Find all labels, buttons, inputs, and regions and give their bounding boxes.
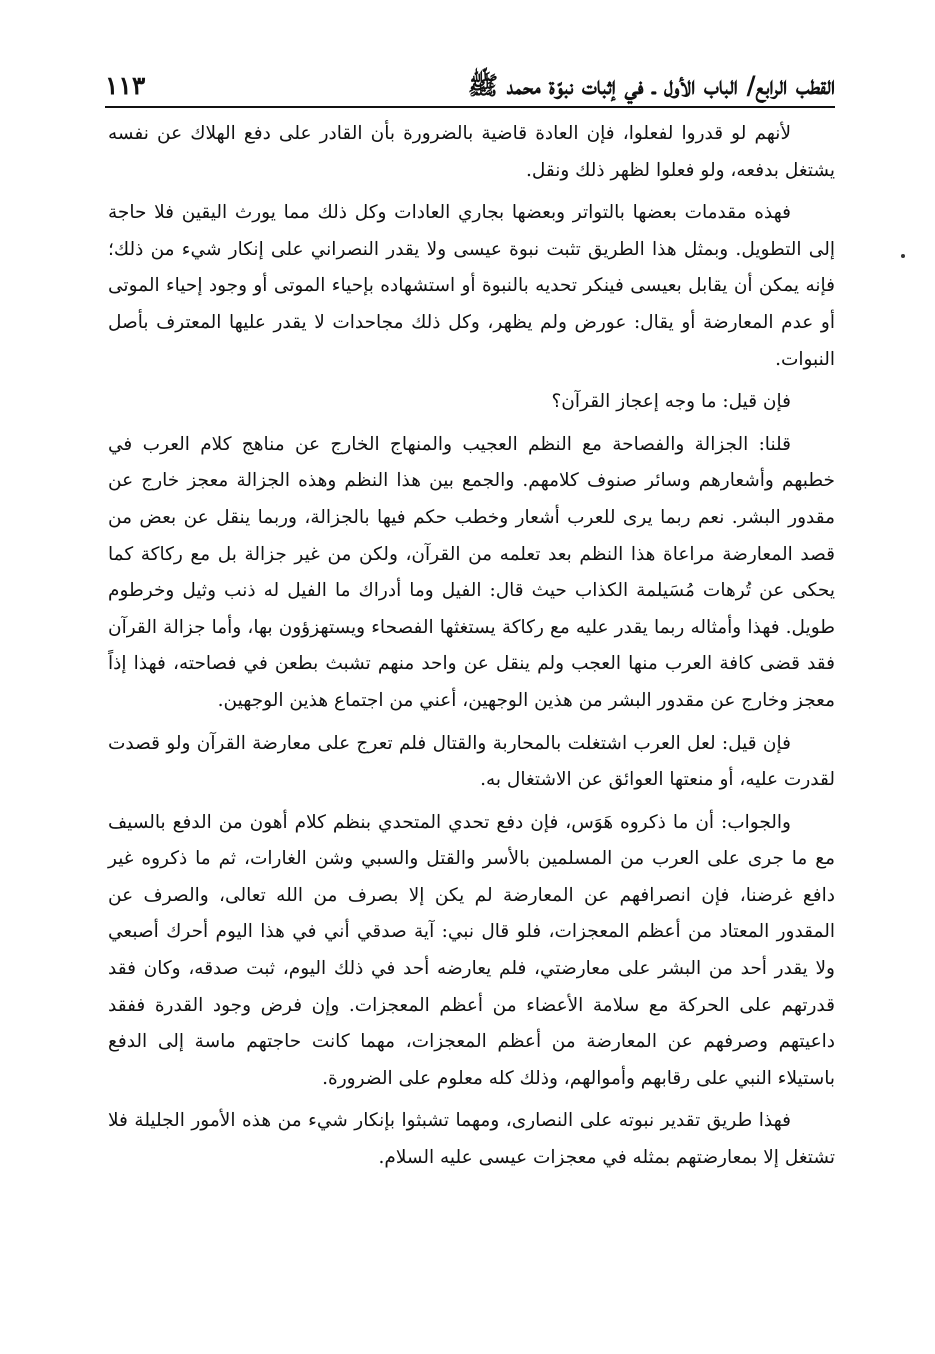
paragraph-3: فإن قيل: ما وجه إعجاز القرآن؟ (551, 391, 791, 413)
paragraph-2: فهذه مقدمات بعضها بالتواتر وبعضها بجاري العادات وكل ذلك مما يورث اليقين فلا حاجة إلى التطويل. وبمثل هذا الطريق تثبت نبوة عيسى ولا يقدر النصراني على إنكار شيء من ذلك؛ فإنه يمكن أن يقابل بعيسى فينكر تحديه بالنبوة أو استشهاده بإحياء الموتى أو وجود إحياء الموتى أو عدم المعارضة أو يقال: عورض ولم يظهر، وكل ذلك مجاحدات لا يقدر عليها المعترف بأصل النبوات. (108, 202, 835, 370)
paragraph-1: لأنهم لو قدروا لفعلوا، فإن العادة قاضية بالضرورة بأن القادر على دفع الهلاك عن نفسه يشتغل بدفعه، ولو فعلوا لظهر ذلك ونقل. (108, 123, 835, 181)
paragraph-6: والجواب: أن ما ذكروه هَوَس، فإن دفع تحدي المتحدي بنظم كلام أهون من الدفع بالسيف مع ما جرى على العرب من المسلمين بالأسر والقتل والسبي وشن الغارات، ثم ما ذكروه غير دافع غرضنا، فإن انصرافهم عن المعارضة لم يكن إلا بصرف من الله تعالى، والصرف عن المقدور المعتاد من أعظم المعجزات، فلو قال نبي: آية صدقي أني في هذا اليوم أحرك أصبعي ولا يقدر أحد من البشر على معارضتي، فلم يعارضه أحد في ذلك اليوم، ثبت صدقه، وكان فقد قدرتهم على الحركة مع سلامة الأعضاء من أعظم المعجزات. وإن فرض وجود القدرة ففقد داعيتهم وصرفهم عن المعارضة من أعظم المعجزات، مهما كانت حاجتهم ماسة إلى الدفع باستيلاء النبي على رقابهم وأموالهم، وذلك كله معلوم على الضرورة. (108, 811, 835, 1089)
running-title: القطب الرابع/ الباب الأول ـ في إثبات نبوّة محمد ﷺ (467, 71, 835, 100)
paragraph-7: فهذا طريق تقدير نبوته على النصارى، ومهما تشبثوا بإنكار شيء من هذه الأمور الجليلة فلا تشتغل إلا بمعارضتهم بمثله في معجزات عيسى عليه السلام. (108, 1110, 835, 1169)
header-divider (105, 106, 835, 108)
page-number: ١١٣ (105, 71, 146, 100)
paragraph-5: فإن قيل: لعل العرب اشتغلت بالمحاربة والقتال فلم تعرج على معارضة القرآن ولو قصدت لقدرت عليه، أو منعتها العوائق عن الاشتغال به. (108, 732, 835, 791)
margin-mark (901, 254, 905, 258)
paragraph-4: قلنا: الجزالة والفصاحة مع النظم العجيب والمنهاج الخارج عن مناهج كلام العرب في خطبهم وأشعارهم وسائر صنوف كلامهم. والجمع بين هذا النظم وهذه الجزالة معجز خارج عن مقدور البشر. نعم ربما يرى للعرب أشعار وخطب حكم فيها بالجزالة، وربما ينقل عن بعض من قصد المعارضة مراعاة هذا النظم بعد تعلمه من القرآن، ولكن من غير جزالة بل مع ركاكة كما يحكى عن تُرهات مُسَيلمة الكذاب حيث قال: الفيل وما أدراك ما الفيل له ذنب وثيل وخرطوم طويل. فهذا وأمثاله ربما يقدر عليه مع ركاكة يستغثها الفصحاء ويستهزؤون بها، وأما جزالة القرآن فقد قضى كافة العرب منها العجب ولم ينقل عن واحد منهم تشبث بطعن في فصاحته، فهذا إذاً معجز وخارج عن مقدور البشر من هذين الوجهين، أعني من اجتماع هذين الوجهين. (108, 433, 835, 711)
body-text (108, 116, 835, 1177)
page-header (105, 48, 835, 104)
